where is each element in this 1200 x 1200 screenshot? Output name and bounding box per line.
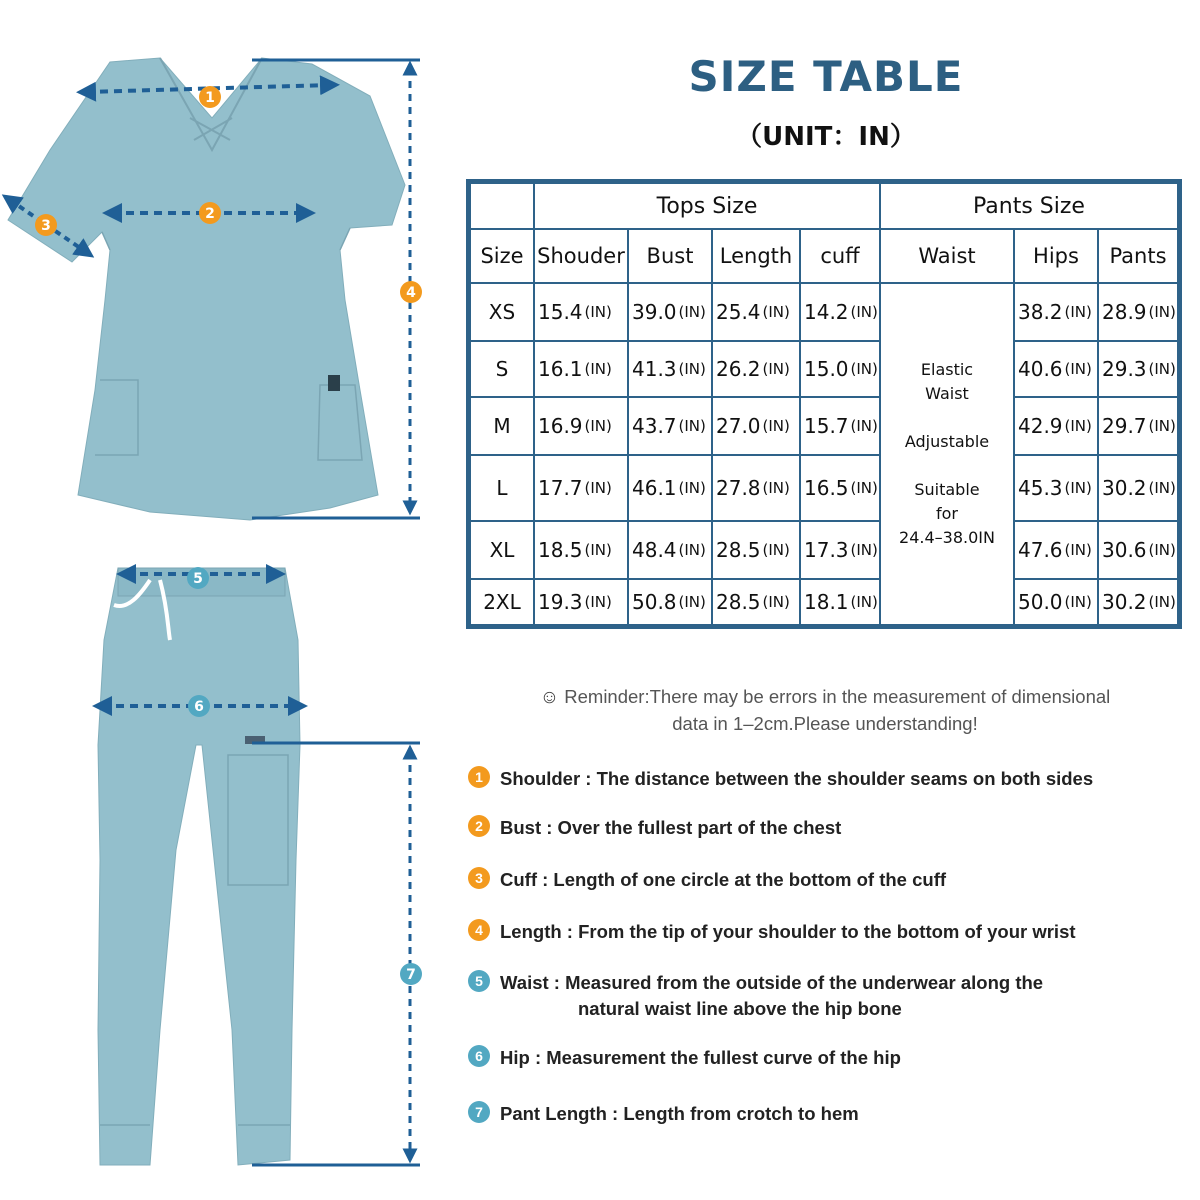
cell-value: 42.9 bbox=[1018, 414, 1063, 438]
table-cell-hips bbox=[1013, 520, 1099, 580]
table-cell-cuff bbox=[799, 578, 881, 626]
marker-3 bbox=[35, 214, 57, 236]
legend-text-continued: natural waist line above the hip bone bbox=[578, 998, 902, 1019]
legend-text: Length : From the tip of your shoulder to the bottom of your wrist bbox=[500, 921, 1076, 942]
table-cell-pants bbox=[1097, 396, 1179, 456]
cell-value: 2XL bbox=[483, 590, 521, 614]
number-badge-icon: 2 bbox=[468, 815, 490, 837]
cell-unit: (IN) bbox=[584, 541, 612, 559]
cell-value: XS bbox=[488, 300, 516, 324]
table-cell-pants bbox=[1097, 520, 1179, 580]
legend-item-length bbox=[468, 919, 1188, 945]
table-cell-shoulder bbox=[533, 282, 629, 342]
cell-value: 17.3 bbox=[804, 538, 849, 562]
legend-item-cuff bbox=[468, 867, 1188, 893]
legend-text: Cuff : Length of one circle at the bottom of the cuff bbox=[500, 869, 947, 890]
cell-unit: (IN) bbox=[1064, 417, 1092, 435]
cell-value: 15.4 bbox=[538, 300, 583, 324]
cell-unit: (IN) bbox=[850, 303, 878, 321]
legend-item-shoulder bbox=[468, 766, 1188, 792]
table-cell-cuff bbox=[799, 282, 881, 342]
smile-icon: ☺ bbox=[539, 687, 560, 708]
cell-unit: (IN) bbox=[584, 303, 612, 321]
legend-item-bust bbox=[468, 815, 1188, 841]
cell-value: 18.5 bbox=[538, 538, 583, 562]
scrub-top bbox=[8, 58, 405, 520]
cell-unit: (IN) bbox=[850, 360, 878, 378]
table-cell-pants bbox=[1097, 578, 1179, 626]
cell-value: 14.2 bbox=[804, 300, 849, 324]
waist-note-line: Adjustable bbox=[904, 432, 990, 451]
cell-unit: (IN) bbox=[678, 593, 706, 611]
table-cell-bust bbox=[627, 454, 713, 522]
cell-unit: (IN) bbox=[762, 360, 790, 378]
legend-text: Hip : Measurement the fullest curve of the hip bbox=[500, 1047, 901, 1068]
legend-text: Pant Length : Length from crotch to hem bbox=[500, 1103, 859, 1124]
unit-label: （UNIT：IN） bbox=[736, 122, 916, 152]
size-table bbox=[466, 179, 1182, 629]
cell-value: 18.1 bbox=[804, 590, 849, 614]
svg-text:6: 6 bbox=[194, 699, 204, 715]
cell-value: 16.1 bbox=[538, 357, 583, 381]
table-cell-shoulder bbox=[533, 578, 629, 626]
column-header-size: Size bbox=[469, 228, 535, 284]
cell-value: 27.8 bbox=[716, 476, 761, 500]
marker-2 bbox=[199, 202, 221, 224]
waist-note-line: for bbox=[936, 504, 958, 523]
marker-5 bbox=[187, 567, 209, 589]
svg-text:3: 3 bbox=[41, 218, 51, 234]
tops-size-header: Tops Size bbox=[533, 182, 881, 230]
legend-text: Shoulder : The distance between the shoulder seams on both sides bbox=[500, 768, 1094, 789]
cell-unit: (IN) bbox=[1148, 541, 1176, 559]
cell-unit: (IN) bbox=[850, 479, 878, 497]
table-cell-pants bbox=[1097, 282, 1179, 342]
column-header-length: Length bbox=[711, 228, 801, 284]
table-cell-cuff bbox=[799, 396, 881, 456]
cell-value: 17.7 bbox=[538, 476, 583, 500]
legend-item-pant-length bbox=[468, 1101, 1188, 1127]
table-cell-size bbox=[469, 282, 535, 342]
table-cell-length bbox=[711, 282, 801, 342]
cell-unit: (IN) bbox=[584, 593, 612, 611]
table-cell-hips bbox=[1013, 454, 1099, 522]
waist-note-line: Waist bbox=[925, 384, 969, 403]
cell-value: 30.2 bbox=[1102, 476, 1147, 500]
cell-unit: (IN) bbox=[584, 479, 612, 497]
table-cell-hips bbox=[1013, 396, 1099, 456]
waist-note-line: Suitable bbox=[914, 480, 980, 499]
number-badge-icon: 7 bbox=[468, 1101, 490, 1123]
table-cell-hips bbox=[1013, 578, 1099, 626]
cell-unit: (IN) bbox=[1148, 417, 1176, 435]
garment-illustration bbox=[0, 0, 460, 1200]
cell-value: 48.4 bbox=[632, 538, 677, 562]
cell-value: XL bbox=[489, 538, 515, 562]
table-cell-pants bbox=[1097, 340, 1179, 398]
column-header-shoulder: Shouder bbox=[533, 228, 629, 284]
cell-value: M bbox=[493, 414, 511, 438]
cell-unit: (IN) bbox=[762, 303, 790, 321]
cell-value: 50.0 bbox=[1018, 590, 1063, 614]
table-cell-size bbox=[469, 520, 535, 580]
column-header-cuff: cuff bbox=[799, 228, 881, 284]
cell-unit: (IN) bbox=[762, 479, 790, 497]
number-badge-icon: 1 bbox=[468, 766, 490, 788]
table-cell-shoulder bbox=[533, 454, 629, 522]
cell-unit: (IN) bbox=[1148, 593, 1176, 611]
reminder-line-2: data in 1–2cm.Please understanding! bbox=[672, 713, 978, 734]
scrub-pants bbox=[98, 568, 300, 1165]
cell-value: 29.7 bbox=[1102, 414, 1147, 438]
table-cell-size bbox=[469, 340, 535, 398]
waist-note-line: 24.4–38.0IN bbox=[899, 528, 995, 547]
column-header-waist: Waist bbox=[879, 228, 1015, 284]
legend-text: Waist : Measured from the outside of the underwear along the bbox=[500, 972, 1044, 993]
cell-value: 50.8 bbox=[632, 590, 677, 614]
waist-note-line: Elastic bbox=[920, 360, 974, 379]
table-cell-bust bbox=[627, 578, 713, 626]
cell-unit: (IN) bbox=[584, 360, 612, 378]
cell-value: 46.1 bbox=[632, 476, 677, 500]
cell-value: 40.6 bbox=[1018, 357, 1063, 381]
cell-unit: (IN) bbox=[1064, 593, 1092, 611]
table-cell-bust bbox=[627, 340, 713, 398]
cell-unit: (IN) bbox=[1064, 303, 1092, 321]
waist-elastic-note bbox=[879, 282, 1015, 626]
cell-value: 43.7 bbox=[632, 414, 677, 438]
table-cell-shoulder bbox=[533, 396, 629, 456]
marker-1 bbox=[199, 86, 221, 108]
page-title: SIZE TABLE bbox=[688, 52, 964, 101]
cell-unit: (IN) bbox=[762, 417, 790, 435]
cell-unit: (IN) bbox=[678, 541, 706, 559]
legend-item-waist bbox=[468, 970, 1188, 1022]
cell-value: 28.9 bbox=[1102, 300, 1147, 324]
svg-text:5: 5 bbox=[193, 571, 203, 587]
cell-value: 28.5 bbox=[716, 538, 761, 562]
column-header-bust: Bust bbox=[627, 228, 713, 284]
reminder-line-1: Reminder:There may be errors in the measurement of dimensional bbox=[564, 686, 1111, 707]
marker-4 bbox=[400, 281, 422, 303]
reminder-note bbox=[480, 684, 1170, 737]
cell-unit: (IN) bbox=[850, 593, 878, 611]
cell-unit: (IN) bbox=[678, 417, 706, 435]
column-header-pants: Pants bbox=[1097, 228, 1179, 284]
cell-unit: (IN) bbox=[1064, 360, 1092, 378]
cell-value: 29.3 bbox=[1102, 357, 1147, 381]
svg-text:7: 7 bbox=[406, 967, 416, 983]
table-cell-size bbox=[469, 578, 535, 626]
table-corner-cell bbox=[469, 182, 535, 230]
cell-value: 15.7 bbox=[804, 414, 849, 438]
cell-value: S bbox=[495, 357, 509, 381]
cell-value: 39.0 bbox=[632, 300, 677, 324]
cell-value: 15.0 bbox=[804, 357, 849, 381]
cell-value: 47.6 bbox=[1018, 538, 1063, 562]
number-badge-icon: 5 bbox=[468, 970, 490, 992]
cell-unit: (IN) bbox=[762, 593, 790, 611]
cell-value: 19.3 bbox=[538, 590, 583, 614]
table-cell-hips bbox=[1013, 282, 1099, 342]
table-cell-length bbox=[711, 396, 801, 456]
cell-unit: (IN) bbox=[1148, 360, 1176, 378]
cell-value: 28.5 bbox=[716, 590, 761, 614]
cell-unit: (IN) bbox=[1148, 479, 1176, 497]
table-cell-bust bbox=[627, 520, 713, 580]
cell-value: L bbox=[496, 476, 508, 500]
cell-unit: (IN) bbox=[678, 479, 706, 497]
cell-unit: (IN) bbox=[762, 541, 790, 559]
cell-unit: (IN) bbox=[1148, 303, 1176, 321]
table-cell-bust bbox=[627, 396, 713, 456]
legend-text: Bust : Over the fullest part of the chest bbox=[500, 817, 842, 838]
table-cell-cuff bbox=[799, 340, 881, 398]
pants-size-header: Pants Size bbox=[879, 182, 1179, 230]
table-cell-hips bbox=[1013, 340, 1099, 398]
column-header-hips: Hips bbox=[1013, 228, 1099, 284]
table-cell-shoulder bbox=[533, 520, 629, 580]
table-cell-length bbox=[711, 454, 801, 522]
svg-text:2: 2 bbox=[205, 206, 215, 222]
cell-value: 26.2 bbox=[716, 357, 761, 381]
table-cell-length bbox=[711, 340, 801, 398]
cell-unit: (IN) bbox=[1064, 479, 1092, 497]
table-cell-length bbox=[711, 520, 801, 580]
marker-6 bbox=[188, 695, 210, 717]
marker-7 bbox=[400, 963, 422, 985]
cell-value: 16.9 bbox=[538, 414, 583, 438]
cell-unit: (IN) bbox=[1064, 541, 1092, 559]
number-badge-icon: 4 bbox=[468, 919, 490, 941]
number-badge-icon: 6 bbox=[468, 1045, 490, 1067]
cell-unit: (IN) bbox=[850, 541, 878, 559]
svg-text:1: 1 bbox=[205, 90, 215, 106]
cell-unit: (IN) bbox=[850, 417, 878, 435]
legend-item-hip bbox=[468, 1045, 1188, 1071]
table-cell-size bbox=[469, 454, 535, 522]
cell-value: 38.2 bbox=[1018, 300, 1063, 324]
cell-value: 41.3 bbox=[632, 357, 677, 381]
number-badge-icon: 3 bbox=[468, 867, 490, 889]
table-cell-shoulder bbox=[533, 340, 629, 398]
cell-unit: (IN) bbox=[678, 360, 706, 378]
table-cell-cuff bbox=[799, 520, 881, 580]
cell-value: 27.0 bbox=[716, 414, 761, 438]
cell-unit: (IN) bbox=[678, 303, 706, 321]
cell-value: 16.5 bbox=[804, 476, 849, 500]
table-cell-size bbox=[469, 396, 535, 456]
cell-unit: (IN) bbox=[584, 417, 612, 435]
table-cell-length bbox=[711, 578, 801, 626]
cell-value: 25.4 bbox=[716, 300, 761, 324]
table-cell-bust bbox=[627, 282, 713, 342]
cell-value: 45.3 bbox=[1018, 476, 1063, 500]
table-cell-pants bbox=[1097, 454, 1179, 522]
svg-text:4: 4 bbox=[406, 285, 416, 301]
cell-value: 30.6 bbox=[1102, 538, 1147, 562]
cell-value: 30.2 bbox=[1102, 590, 1147, 614]
table-cell-cuff bbox=[799, 454, 881, 522]
